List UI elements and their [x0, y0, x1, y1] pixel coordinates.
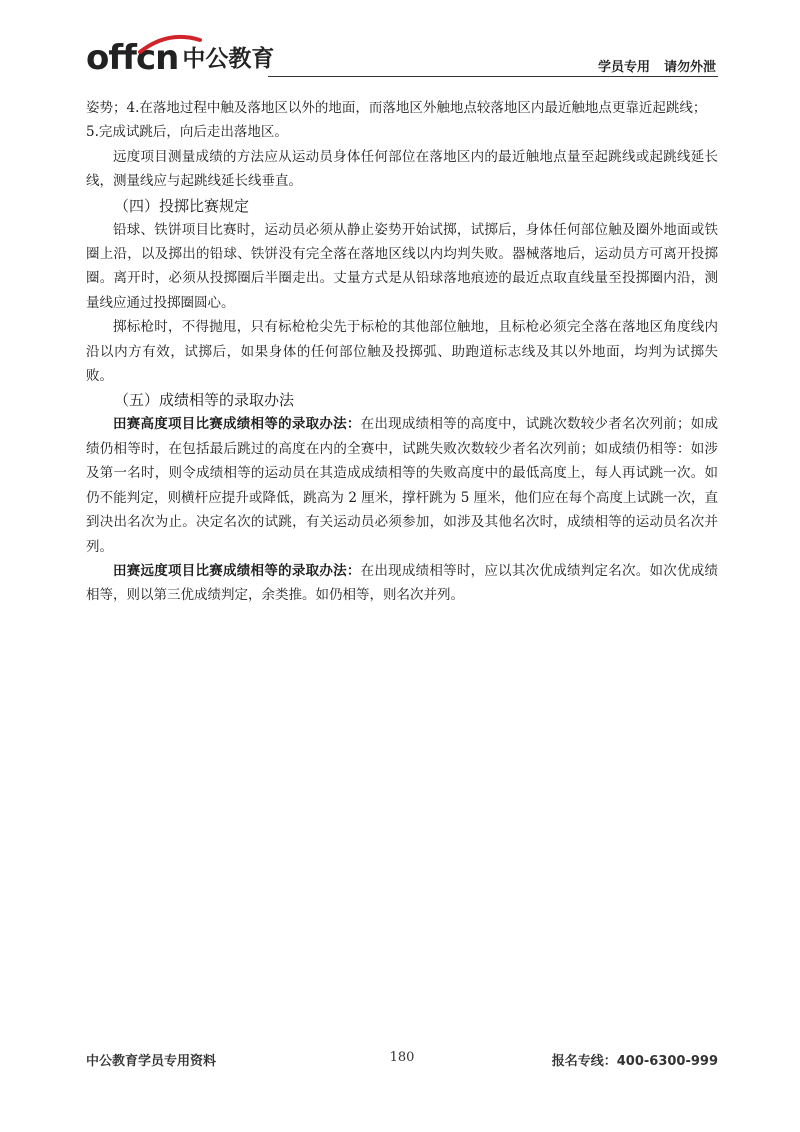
page-footer — [86, 1050, 718, 1070]
paragraph-continuation-2: 5.完成试跳后，向后走出落地区。 — [86, 124, 288, 141]
page-header — [86, 34, 718, 80]
header-labels — [598, 56, 716, 75]
footer-hotline: 报名专线：400-6300-999 — [551, 1054, 718, 1069]
distance-ties-title: 田赛远度项目比赛成绩相等的录取办法： — [113, 562, 361, 579]
paragraph-distance-measurement: 远度项目测量成绩的方法应从运动员身体任何部位在落地区内的最近触地点量至起跳线或起跳线延长线，测量线应与起跳线延长线垂直。 — [86, 148, 718, 190]
height-ties-text: 在出现成绩相等的高度中，试跳次数较少者名次列前；如成绩仍相等时，在包括最后跳过的高度在内的全赛中，试跳失败次数较少者名次列前；如成绩仍相等：如涉及第一名时，则令成绩相等的运动员在其造成成绩相等的失败高度中的最低高度上，每人再试跳一次。如仍不能判定，则横杆应提升或降低，跳高为 2 厘米，撑杆跳为 5 厘米，他们应在每个高度上试跳一次，直到决出名次为止。决定名次的试跳，有关运动员必须参加，如涉及其他名次时，成绩相等的运动员名次并列。 — [86, 416, 719, 555]
distance-ties-text: 在出现成绩相等时，应以其次优成绩判定名次。如次优成绩相等，则以第三优成绩判定，余类推。如仍相等，则名次并列。 — [86, 562, 719, 604]
header-label-do-not-distribute: 请勿外泄 — [663, 60, 716, 75]
section-heading-ties: （五）成绩相等的录取办法 — [114, 391, 295, 410]
logo-latin-text: offcn — [86, 38, 179, 78]
header-label-students-only: 学员专用 — [597, 60, 650, 75]
paragraph-distance-ties — [86, 559, 718, 608]
page-number: 180 — [389, 1050, 415, 1065]
logo-arc-icon — [138, 34, 202, 54]
paragraph-continuation-1: 姿势；4.在落地过程中触及落地区以外的地面，而落地区外触地点较落地区内最近触地点更靠近起跳线； — [86, 100, 707, 116]
section-heading-throwing: （四）投掷比赛规定 — [114, 196, 250, 215]
offcn-logo — [86, 34, 274, 78]
header-rule — [268, 76, 718, 77]
paragraph-shot-discus: 铅球、铁饼项目比赛时，运动员必须从静止姿势开始试掷，试掷后，身体任何部位触及圈外地面或铁圈上沿，以及掷出的铅球、铁饼没有完全落在落地区线以内均判失败。器械落地后，运动员方可离开投掷圈。离开时，必须从投掷圈后半圈走出。丈量方式是从铅球落地痕迹的最近点取直线量至投掷圈内沿，测量线应通过投掷圈圆心。 — [86, 221, 718, 311]
height-ties-title: 田赛高度项目比赛成绩相等的录取办法： — [113, 416, 361, 433]
document-body — [86, 96, 718, 608]
footer-left-text: 中公教育学员专用资料 — [86, 1054, 217, 1069]
paragraph-height-ties — [86, 412, 718, 558]
logo-chinese-text: 中公教育 — [182, 46, 275, 72]
paragraph-javelin: 掷标枪时，不得抛甩，只有标枪枪尖先于标枪的其他部位触地，且标枪必须完全落在落地区角度线内沿以内方有效，试掷后，如果身体的任何部位触及投掷弧、助跑道标志线及其以外地面，均判为试掷失败。 — [86, 319, 718, 385]
